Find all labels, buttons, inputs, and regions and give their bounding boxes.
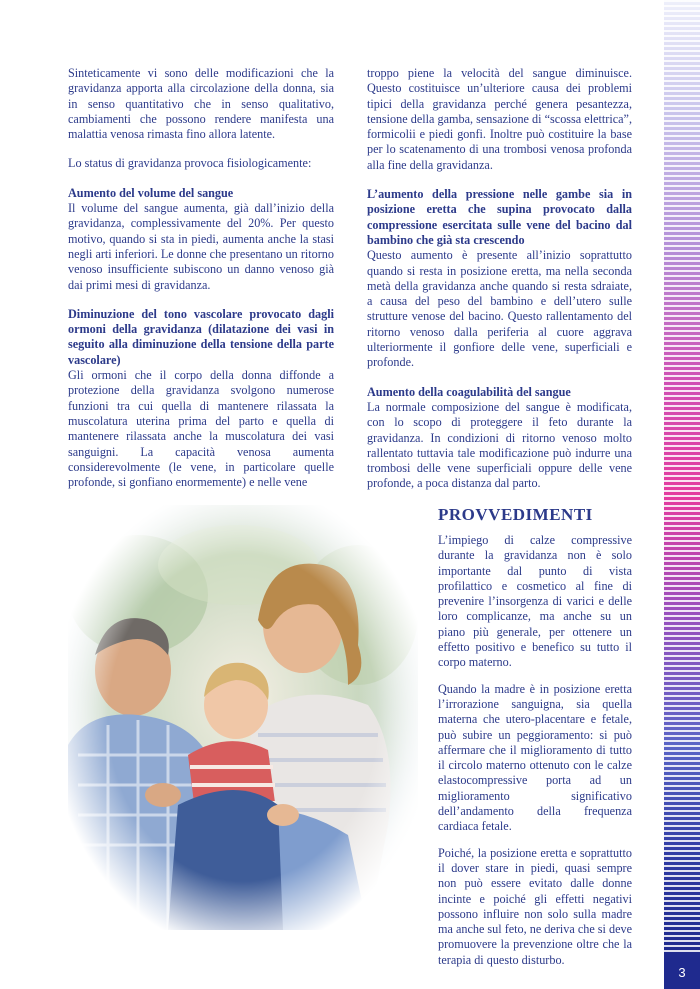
section-body-vascular-tone: Gli ormoni che il corpo della donna diffonde a protezione della gravidanza svolgono numerose funzioni tra cui quella di mantenere rilassata la muscolatura uterina prima del parto e quella di mantenere rilassata anche la muscolatura dei vasi sanguigni. La capacità venosa aumenta considerevolmente (le vene, in particolare quelle profonde, si gonfiano enormemente) e nelle vene [68,368,334,490]
section-heading-vascular-tone: Diminuzione del tono vascolare provocato dagli ormoni della gravidanza (dilatazione dei vasi in seguito alla diminuzione della tensione della parte vascolare) [68,306,334,367]
family-photo [68,505,418,930]
decorative-stripe-band [664,0,700,955]
intro-paragraph: Sinteticamente vi sono delle modificazioni che la gravidanza apporta alla circolazione della donna, sia in senso quantitativo che in senso qualitativo, cambiamenti che possono rendere manifesta una malattia venosa rimasta fino allora latente. [68,66,334,142]
section-heading-coagulability: Aumento della coagulabilità del sangue [367,384,571,399]
section-heading-leg-pressure: L’aumento della pressione nelle gambe sia in posizione eretta che supina provocato dalla compressione esercitata sulle vene del bacino dal bambino che già sta crescendo [367,187,632,247]
left-text-column [68,66,334,490]
section-body-coagulability: La normale composizione del sangue è modificata, con lo scopo di proteggere il feto durante la gravidanza. In condizioni di ritorno venoso molto rallentato tuttavia tale modificazione può indurre una trombosi delle vene superficiali oppure delle vene profonde, a poca distanza dal parto. [367,399,632,491]
section-body-leg-pressure: Questo aumento è presente all’inizio soprattutto quando si resta in posizione eretta, ma nella seconda metà della gravidanza anche quando si resta sdraiate, a causa del peso del bambino e dell’utero sulle strutture venose del bacino. Questo rallentamento del ritorno venoso dalla periferia al cuore aggrava ulteriormente il gonfiore delle vene, superficiali e profonde. [367,248,632,370]
provvedimenti-title: PROVVEDIMENTI [438,505,593,524]
provvedimenti-paragraph-2: Quando la madre è in posizione eretta l’irrorazione sanguigna, sia quella materna che utero-placentare e fetale, può subire un peggioramento: si può affermare che il miglioramento di tutto il circolo materno ottenuto con le calze elastocompressive porta ad un miglioramento significativo dell’andamento della frequenza cardiaca fetale. [438,681,632,834]
status-paragraph: Lo status di gravidanza provoca fisiologicamente: [68,156,312,171]
decorative-stripe-fade [644,0,664,955]
provvedimenti-section [438,505,632,979]
provvedimenti-paragraph-1: L’impiego di calze compressive durante la gravidanza non è solo importante dal punto di vista profilattico e cosmetico al fine di prevenire l’insorgenza di varici e delle loro complicanze, ma anche su un piano più generale, per ottenere un effetto positivo e benefico su tutto il corpo materno. [438,533,632,670]
page-number: 3 [678,964,686,980]
page-number-tab [664,955,700,989]
section-body-blood-volume: Il volume del sangue aumenta, già dall’inizio della gravidanza, complessivamente del 20%. Per questo motivo, quando si sta in piedi, aumenta anche la stasi negli arti inferiori. Le donne che presentano un ritorno venoso insufficiente subiscono un danno venoso già dai primi mesi di gravidanza. [68,201,334,292]
provvedimenti-paragraph-3: Poiché, la posizione eretta e soprattutto il dover stare in piedi, quasi sempre non può essere evitato dalle donne incinte e poiché gli effetti negativi possono influire non solo sulla madre ma anche sul feto, ne deriva che si deve promuovere la prevenzione oltre che la terapia di questo disturbo. [438,845,632,967]
section-heading-blood-volume: Aumento del volume del sangue [68,185,234,200]
continuation-paragraph: troppo piene la velocità del sangue diminuisce. Questo costituisce un’ulteriore causa dei problemi tipici della gravidanza perché genera pesantezza, tensione della gamba, sensazione di “scossa elettrica”, formicolii e piedi gonfi. Inoltre può costituire la base per lo scatenamento di una trombosi venosa profonda alla fine della gravidanza. [367,66,632,172]
right-text-column [367,66,632,492]
